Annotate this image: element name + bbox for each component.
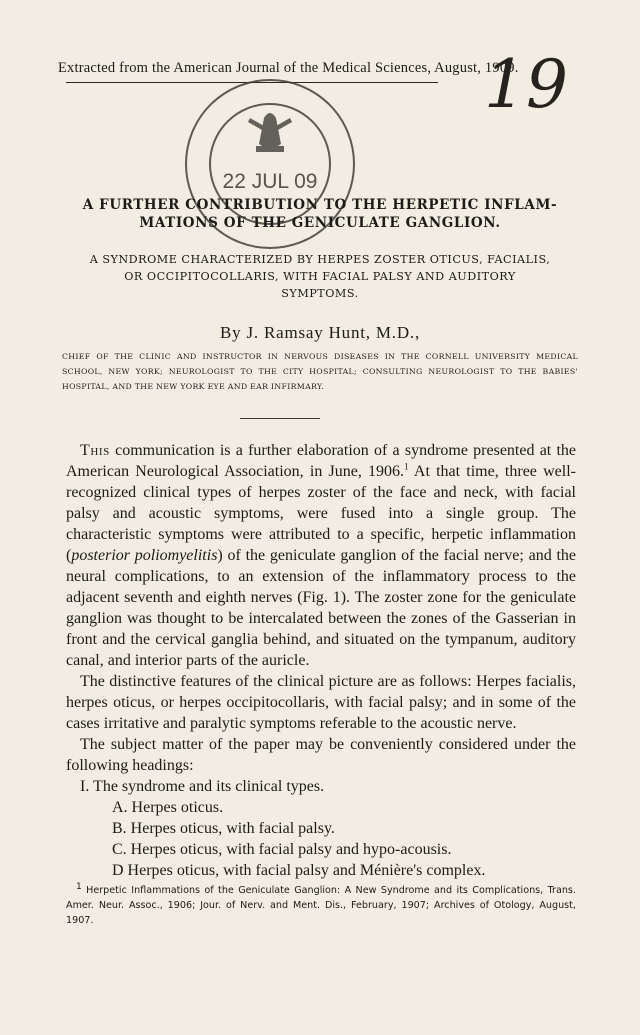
- footnote-text: [66, 883, 576, 928]
- title-line: MATIONS OF THE GENICULATE GANGLION.: [139, 215, 501, 231]
- article-body: [66, 440, 576, 881]
- section-separator: [240, 418, 320, 419]
- subtitle-line: A SYNDROME CHARACTERIZED BY HERPES ZOSTER OTICUS, FACIALIS,: [89, 253, 551, 266]
- outline-item: A. Herpes oticus.: [112, 799, 224, 816]
- paragraph: The subject matter of the paper may be conveniently considered under the following headings:: [66, 736, 576, 774]
- paragraph: The distinctive features of the clinical picture are as follows: Herpes facialis, herpes oticus, or herpes occipitocollaris, with facial palsy; and in some of the cases irritative and paralytic symptoms referable to the acoustic nerve.: [66, 673, 576, 732]
- footnote-number: 1: [76, 881, 82, 892]
- article-subtitle: [40, 251, 600, 302]
- paragraph-text: communication is a further elaboration of a syndrome presented at the American Neurological Association, in June, 1906.: [66, 442, 576, 480]
- outline-item: B. Herpes oticus, with facial palsy.: [112, 820, 335, 837]
- italic-term: posterior poliomyelitis: [71, 547, 218, 564]
- subtitle-line: OR OCCIPITOCOLLARIS, WITH FACIAL PALSY AND AUDITORY: [124, 270, 516, 283]
- stamp-date: 22 JUL 09: [222, 170, 318, 193]
- footnote-marker: 1: [404, 461, 409, 472]
- paragraph-lead: This: [80, 442, 110, 459]
- handwritten-folio-number: 19: [484, 46, 568, 123]
- footnote-body: Herpetic Inflammations of the Geniculate Ganglion: A New Syndrome and its Complications, Trans. Amer. Neur. Assoc., 1906; Jour. of Nerv. and Ment. Dis., February, 1907; Archives of Otology, August, 1907.: [66, 885, 576, 926]
- headings-outline: [66, 776, 576, 881]
- author-byline: By J. Ramsay Hunt, M.D.,: [219, 323, 421, 342]
- paragraph: [66, 440, 576, 671]
- outline-item: I. The syndrome and its clinical types.: [80, 778, 325, 795]
- paragraph-text: At that time, three well-recognized clinical types of herpes zoster of the face and neck, with facial palsy and acoustic symptoms, were fused into a single group. The characteristic symptoms were attributed to a specific, herpetic inflammation (: [66, 463, 576, 564]
- source-note: Extracted from the American Journal of the Medical Sciences, August, 1909.: [58, 60, 519, 76]
- footnote: [66, 883, 576, 928]
- author-credentials: CHIEF OF THE CLINIC AND INSTRUCTOR IN NERVOUS DISEASES IN THE CORNELL UNIVERSITY MEDICAL SCHOOL, NEW YORK; NEUROLOGIST TO THE CITY HOSPITAL; CONSULTING NEUROLOGIST TO THE BABIES' HOSPITAL, AND THE NEW YORK EYE AND EAR INFIRMARY.: [62, 352, 578, 391]
- article-title: [40, 196, 600, 232]
- outline-item: D Herpes oticus, with facial palsy and Ménière's complex.: [112, 862, 486, 879]
- outline-item: C. Herpes oticus, with facial palsy and hypo-acousis.: [112, 841, 452, 858]
- subtitle-line: SYMPTOMS.: [281, 287, 359, 300]
- paragraph-text: ) of the geniculate ganglion of the facial nerve; and the neural complications, to an extension of the inflammatory process to the adjacent seventh and eighth nerves (Fig. 1). The zoster zone for the geniculate ganglion was thought to be intercalated between the zones of the Gasserian in front and the cervical ganglia behind, and situated on the tympanum, auditory canal, and interior parts of the auricle.: [66, 547, 576, 669]
- title-line: A FURTHER CONTRIBUTION TO THE HERPETIC INFLAM-: [82, 197, 558, 213]
